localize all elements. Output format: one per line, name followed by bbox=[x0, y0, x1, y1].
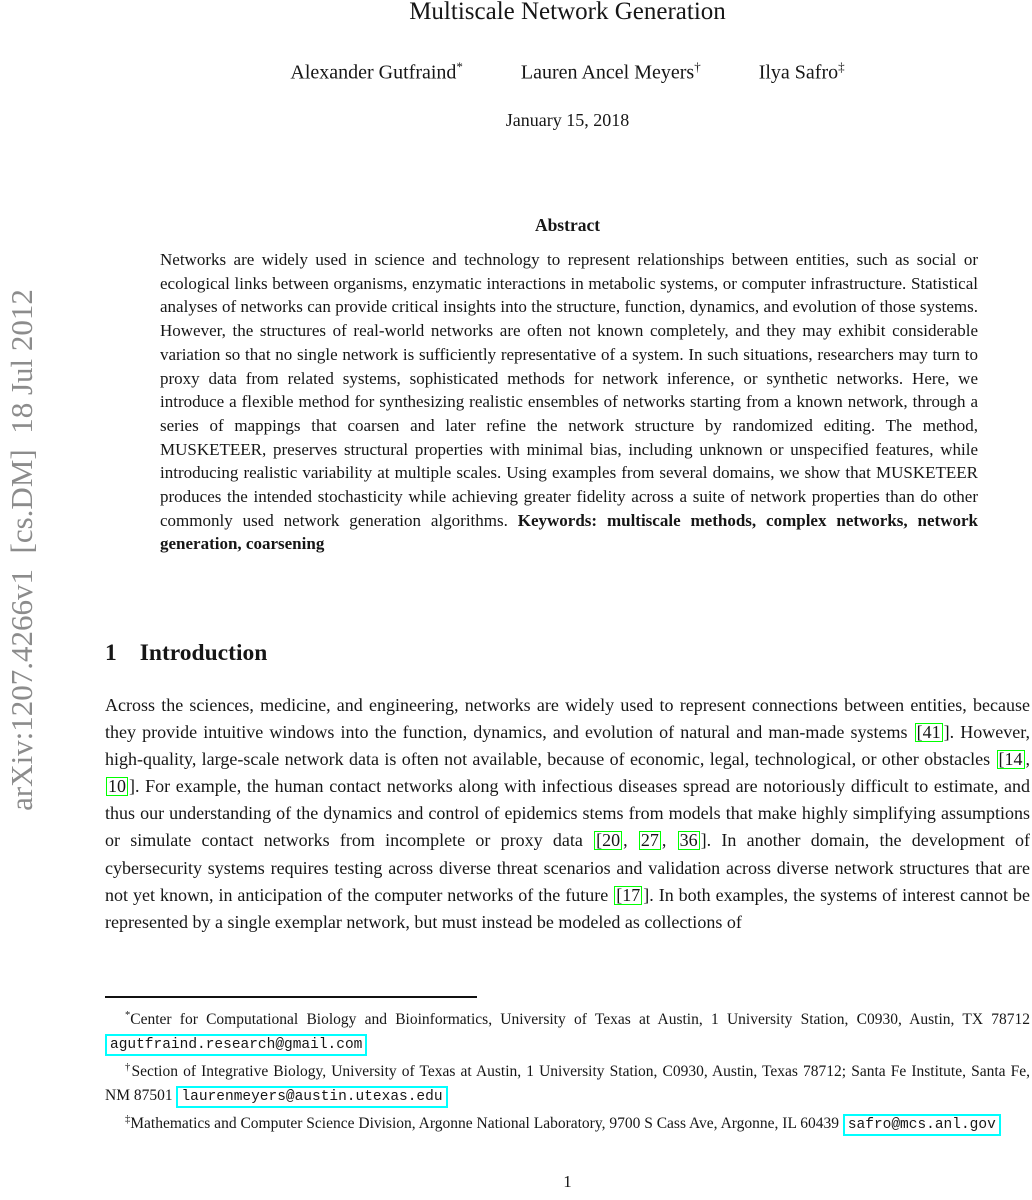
citation-link[interactable]: [20 bbox=[596, 830, 621, 851]
paper-title: Multiscale Network Generation bbox=[409, 0, 726, 25]
author-footnote-mark: * bbox=[456, 59, 463, 74]
arxiv-watermark: arXiv:1207.4266v1 [cs.DM] 18 Jul 2012 bbox=[4, 289, 39, 811]
abstract-text: Networks are widely used in science and technology to represent relationships between entities, such as social or ecological links between organisms, enzymatic interactions in metabolic systems, or computer infrastructure. Statistical analyses of networks can provide critical insights into the structure, function, dynamics, and evolution of those systems. However, the structures of real-world networks are often not known completely, and they may exhibit considerable variation so that no single network is sufficiently representative of a system. In such situations, researchers may turn to proxy data from related systems, sophisticated methods for network inference, or synthetic networks. Here, we introduce a flexible method for synthesizing realistic ensembles of networks starting from a known network, through a series of mappings that coarsen and later refine the network structure by randomized editing. The method, MUSKETEER, preserves structural properties with minimal bias, including unknown or unspecified features, while introducing realistic variability at multiple scales. Using examples from several domains, we show that MUSKETEER produces the intended stochasticity while achieving greater fidelity across a suite of network properties than do other commonly used network generation algorithms. bbox=[160, 250, 978, 530]
email-link[interactable]: agutfraind.research@gmail.com bbox=[105, 1034, 367, 1056]
citation-link[interactable]: [17 bbox=[616, 884, 641, 905]
section-heading-introduction bbox=[105, 640, 1030, 667]
footnote-mark: ‡ bbox=[125, 1114, 131, 1126]
intro-paragraph: Across the sciences, medicine, and engineering, networks are widely used to represent connections between entities, because they provide intuitive windows into the function, dynamics, and evolution of natural and man-made systems [41 ]. However, high-quality, large-scale network data is often not available, because of economic, legal, technological, or other obstacles [14 , 10 ]. For example, the human contact networks along with infectious diseases spread are notoriously difficult to estimate, and thus our understanding of the dynamics and control of epidemics stems from models that make highly simplifying assumptions or simulate contact networks from incomplete or proxy data [20 , 27 , 36 ]. In another domain, the development of cybersecurity systems requires testing across diverse threat scenarios and validation across diverse network structures that are not yet known, in anticipation of the computer networks of the future [17 ]. In both examples, the systems of interest cannot be represented by a single exemplar network, but must instead be modeled as collections of bbox=[105, 695, 1031, 932]
abstract-keywords: Keywords: multiscale methods, complex networks, network generation, coarsening bbox=[160, 510, 978, 554]
author-name: Alexander Gutfraind* bbox=[290, 59, 463, 84]
citation-link[interactable]: 27 bbox=[640, 830, 659, 851]
footnote: †Section of Integrative Biology, University of Texas at Austin, 1 University Station, C0930, Austin, Texas 78712; Santa Fe Institute, Santa Fe, NM 87501 laurenmeyers@austin.utexas.edu bbox=[105, 1056, 1030, 1108]
page-number: 1 bbox=[563, 1172, 572, 1191]
email-link[interactable]: laurenmeyers@austin.utexas.edu bbox=[176, 1086, 447, 1108]
abstract-body bbox=[160, 248, 978, 556]
citation-link[interactable]: [41 bbox=[916, 722, 941, 743]
paper-date: January 15, 2018 bbox=[505, 110, 630, 130]
author-row bbox=[105, 59, 1030, 85]
footnotes bbox=[105, 1004, 1030, 1136]
footnote-rule bbox=[105, 996, 477, 998]
author-name: Lauren Ancel Meyers† bbox=[520, 59, 701, 84]
section-number: 1 bbox=[105, 640, 117, 666]
footnote: *Center for Computational Biology and Bioinformatics, University of Texas at Austin, 1 University Station, C0930, Austin, TX 78712 agutfraind.research@gmail.com bbox=[105, 1004, 1030, 1056]
citation-link[interactable]: 36 bbox=[679, 830, 698, 851]
author-footnote-mark: ‡ bbox=[838, 59, 845, 74]
section-title: Introduction bbox=[139, 640, 268, 666]
citation-link[interactable]: [14 bbox=[998, 749, 1023, 770]
citation-link[interactable]: 10 bbox=[108, 776, 126, 797]
email-link[interactable]: safro@mcs.anl.gov bbox=[843, 1114, 1001, 1136]
author-name: Ilya Safro‡ bbox=[758, 59, 845, 84]
footnote-mark: † bbox=[125, 1062, 132, 1074]
abstract-heading: Abstract bbox=[534, 215, 601, 235]
footnote: ‡Mathematics and Computer Science Division, Argonne National Laboratory, 9700 S Cass Ave, Argonne, IL 60439 safro@mcs.anl.gov bbox=[105, 1108, 1030, 1136]
footnote-mark: * bbox=[125, 1010, 131, 1021]
author-footnote-mark: † bbox=[694, 59, 701, 74]
